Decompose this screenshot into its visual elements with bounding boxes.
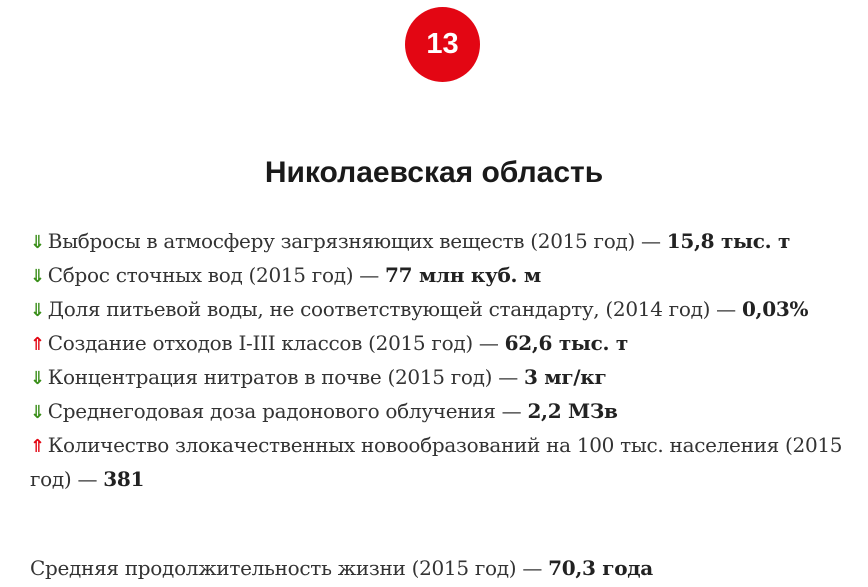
- stat-text: Концентрация нитратов в почве (2015 год) —: [47, 365, 524, 389]
- life-text: Средняя продолжительность жизни (2015 год) —: [30, 556, 549, 580]
- rank-badge: [405, 7, 480, 82]
- stat-text: Выбросы в атмосферу загрязняющих веществ (2015 год) —: [47, 229, 667, 253]
- stat-value: 3 мг/кг: [523, 365, 607, 389]
- region-title: Николаевская область: [264, 156, 604, 189]
- stat-text: Сброс сточных вод (2015 год) —: [47, 263, 386, 287]
- stat-value: 2,2 МЗв: [527, 399, 618, 423]
- stat-item-waste: [30, 327, 865, 361]
- stat-value: 0,03%: [741, 297, 809, 321]
- stat-item-radon: [30, 395, 865, 429]
- life-expectancy: [30, 552, 653, 585]
- stat-item-drinking-water: [30, 293, 865, 327]
- arrow-up-icon: ⇑: [30, 334, 45, 355]
- stats-list: [30, 225, 865, 496]
- arrow-down-icon: ⇓: [30, 300, 45, 321]
- stat-text: Количество злокачественных новообразований на 100 тыс. населения (2015 год) —: [30, 433, 843, 491]
- stat-text: Создание отходов I-III классов (2015 год) —: [47, 331, 505, 355]
- life-value: 70,3 года: [548, 556, 653, 580]
- stat-text: Среднегодовая доза радонового облучения —: [47, 399, 528, 423]
- stat-item-nitrates: [30, 361, 865, 395]
- stat-item-wastewater: [30, 259, 865, 293]
- arrow-down-icon: ⇓: [30, 266, 45, 287]
- stat-value: 77 млн куб. м: [385, 263, 541, 287]
- stat-item-cancer: [30, 429, 865, 496]
- stat-value: 15,8 тыс. т: [666, 229, 791, 253]
- arrow-down-icon: ⇓: [30, 402, 45, 423]
- rank-number: 13: [426, 28, 459, 60]
- arrow-up-icon: ⇑: [30, 436, 45, 457]
- arrow-down-icon: ⇓: [30, 232, 45, 253]
- stat-value: 62,6 тыс. т: [504, 331, 628, 355]
- stat-value: 381: [103, 467, 145, 491]
- arrow-down-icon: ⇓: [30, 368, 45, 389]
- stat-text: Доля питьевой воды, не соответствующей стандарту, (2014 год) —: [47, 297, 742, 321]
- stat-item-emissions: [30, 225, 865, 259]
